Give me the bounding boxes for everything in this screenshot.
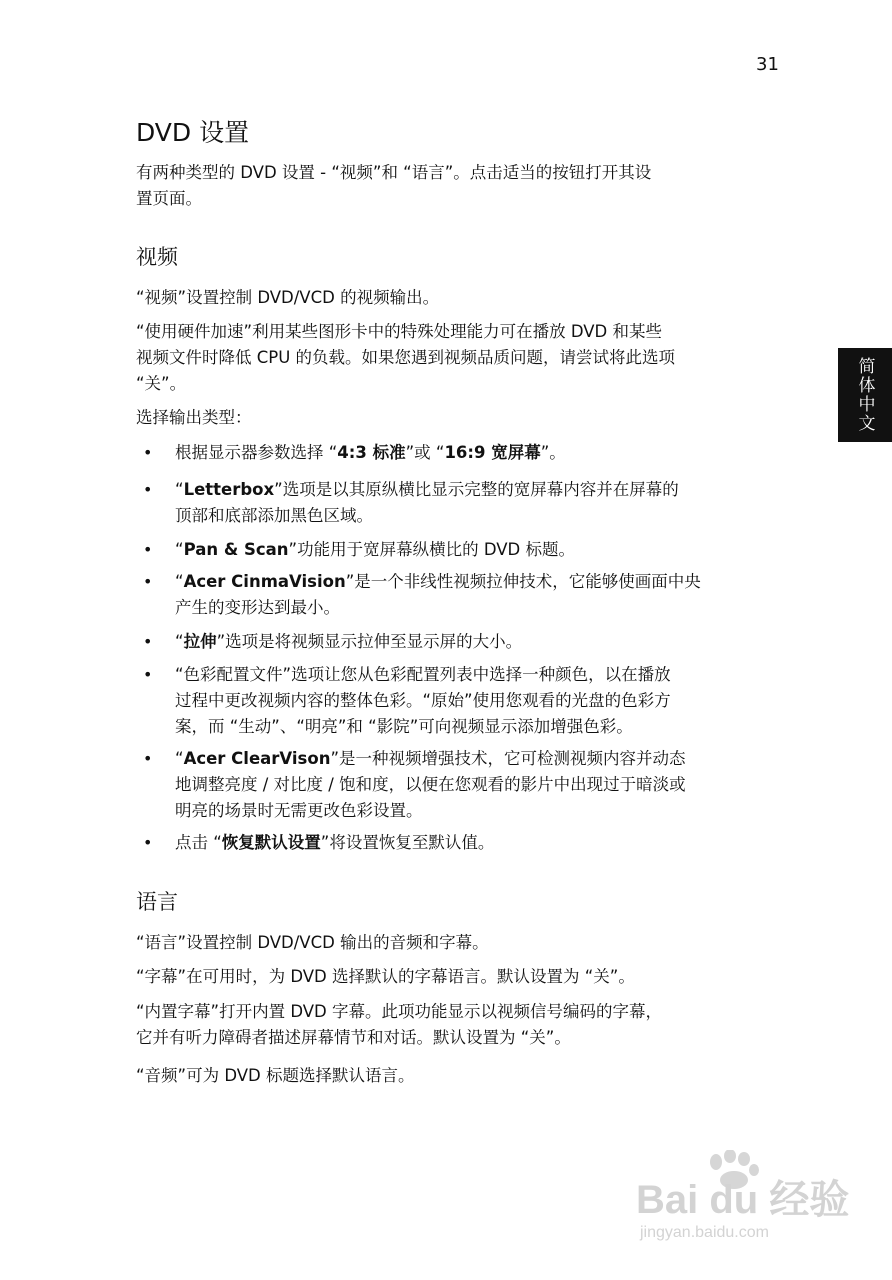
language-line: “内置字幕”打开内置 DVD 字幕。此项功能显示以视频信号编码的字幕，: [136, 1002, 662, 1021]
intro-line: 置页面。: [136, 189, 202, 208]
bullet-item: [175, 662, 777, 740]
bullet-bold: Letterbox: [183, 480, 275, 499]
bullet-bold: Acer ClearVison: [183, 749, 331, 768]
bullet-text: “: [175, 540, 184, 559]
side-tab: [838, 348, 892, 442]
bullet-text: “色彩配置文件”选项让您从色彩配置列表中选择一种颜色，以在播放: [175, 665, 671, 684]
language-line: 它并有听力障碍者描述屏幕情节和对话。默认设置为 “关”。: [136, 1028, 571, 1047]
page-number: 31: [756, 54, 779, 75]
bullet-text: 地调整亮度 / 对比度 / 饱和度，以便在您观看的影片中出现过于暗淡或: [175, 775, 686, 794]
bullet-item: [175, 537, 777, 563]
bullet-text: ”是一个非线性视频拉伸技术，它能够使画面中央: [345, 572, 701, 591]
bullet-dot: •: [143, 443, 153, 462]
bullet-text: “: [175, 632, 184, 651]
bullet-item: [175, 477, 777, 529]
bullet-bold: Pan & Scan: [183, 540, 289, 559]
bullet-dot: •: [143, 665, 153, 684]
bullet-dot: •: [143, 749, 153, 768]
bullet-text: 根据显示器参数选择 “: [175, 443, 338, 462]
video-line: 视频文件时降低 CPU 的负载。如果您遇到视频品质问题，请尝试将此选项: [136, 348, 676, 367]
bullet-dot: •: [143, 833, 153, 852]
intro-paragraph: [136, 160, 776, 212]
bullet-text: ”。: [540, 443, 566, 462]
bullet-dot: •: [143, 480, 153, 499]
bullet-text: ”功能用于宽屏幕纵横比的 DVD 标题。: [288, 540, 575, 559]
video-heading: 视频: [136, 245, 178, 269]
video-line: “使用硬件加速”利用某些图形卡中的特殊处理能力可在播放 DVD 和某些: [136, 322, 662, 341]
bullet-text: “: [175, 572, 184, 591]
language-paragraph: “语言”设置控制 DVD/VCD 输出的音频和字幕。: [136, 933, 489, 952]
bullet-text: ”选项是将视频显示拉伸至显示屏的大小。: [216, 632, 523, 651]
side-tab-label: 简体中文: [854, 357, 875, 433]
video-paragraph: [136, 319, 776, 397]
bullet-text: 过程中更改视频内容的整体色彩。“原始”使用您观看的光盘的色彩方: [175, 691, 671, 710]
page-title: DVD 设置: [136, 118, 250, 147]
bullet-bold: Acer CinmaVision: [183, 572, 346, 591]
bullet-dot: •: [143, 632, 153, 651]
bullet-text: 明亮的场景时无需更改色彩设置。: [175, 801, 423, 820]
language-paragraph: “音频”可为 DVD 标题选择默认语言。: [136, 1066, 415, 1085]
bullet-text: “: [175, 749, 184, 768]
bullet-bold: 16:9 宽屏幕: [444, 443, 541, 462]
watermark: [636, 1150, 866, 1250]
video-paragraph: “视频”设置控制 DVD/VCD 的视频输出。: [136, 288, 440, 307]
bullet-text: 顶部和底部添加黑色区域。: [175, 506, 373, 525]
bullet-text: 案，而 “生动”、“明亮”和 “影院”可向视频显示添加增强色彩。: [175, 717, 633, 736]
bullet-text: ”选项是以其原纵横比显示完整的宽屏幕内容并在屏幕的: [274, 480, 679, 499]
language-paragraph: [136, 999, 776, 1051]
language-paragraph: “字幕”在可用时，为 DVD 选择默认的字幕语言。默认设置为 “关”。: [136, 967, 635, 986]
bullet-item: [175, 629, 777, 655]
bullet-dot: •: [143, 572, 153, 591]
bullet-item: [175, 440, 777, 466]
bullet-dot: •: [143, 540, 153, 559]
bullet-item: [175, 569, 777, 621]
bullet-item: [175, 746, 777, 824]
bullet-text: ”是一种视频增强技术，它可检测视频内容并动态: [330, 749, 686, 768]
video-paragraph: 选择输出类型：: [136, 408, 252, 427]
bullet-text: 点击 “: [175, 833, 222, 852]
bullet-item: [175, 830, 777, 856]
intro-line: 有两种类型的 DVD 设置 - “视频”和 “语言”。点击适当的按钮打开其设: [136, 163, 652, 182]
bullet-bold: 恢复默认设置: [221, 833, 321, 852]
watermark-brand: Bai du 经验: [636, 1178, 850, 1222]
language-heading: 语言: [136, 890, 178, 914]
bullet-bold: 拉伸: [183, 632, 217, 651]
watermark-url: jingyan.baidu.com: [640, 1224, 769, 1241]
video-line: “关”。: [136, 374, 187, 393]
bullet-bold: 4:3 标准: [337, 443, 406, 462]
bullet-text: ”将设置恢复至默认值。: [320, 833, 495, 852]
bullet-text: 产生的变形达到最小。: [175, 598, 340, 617]
bullet-text: ”或 “: [405, 443, 445, 462]
bullet-text: “: [175, 480, 184, 499]
